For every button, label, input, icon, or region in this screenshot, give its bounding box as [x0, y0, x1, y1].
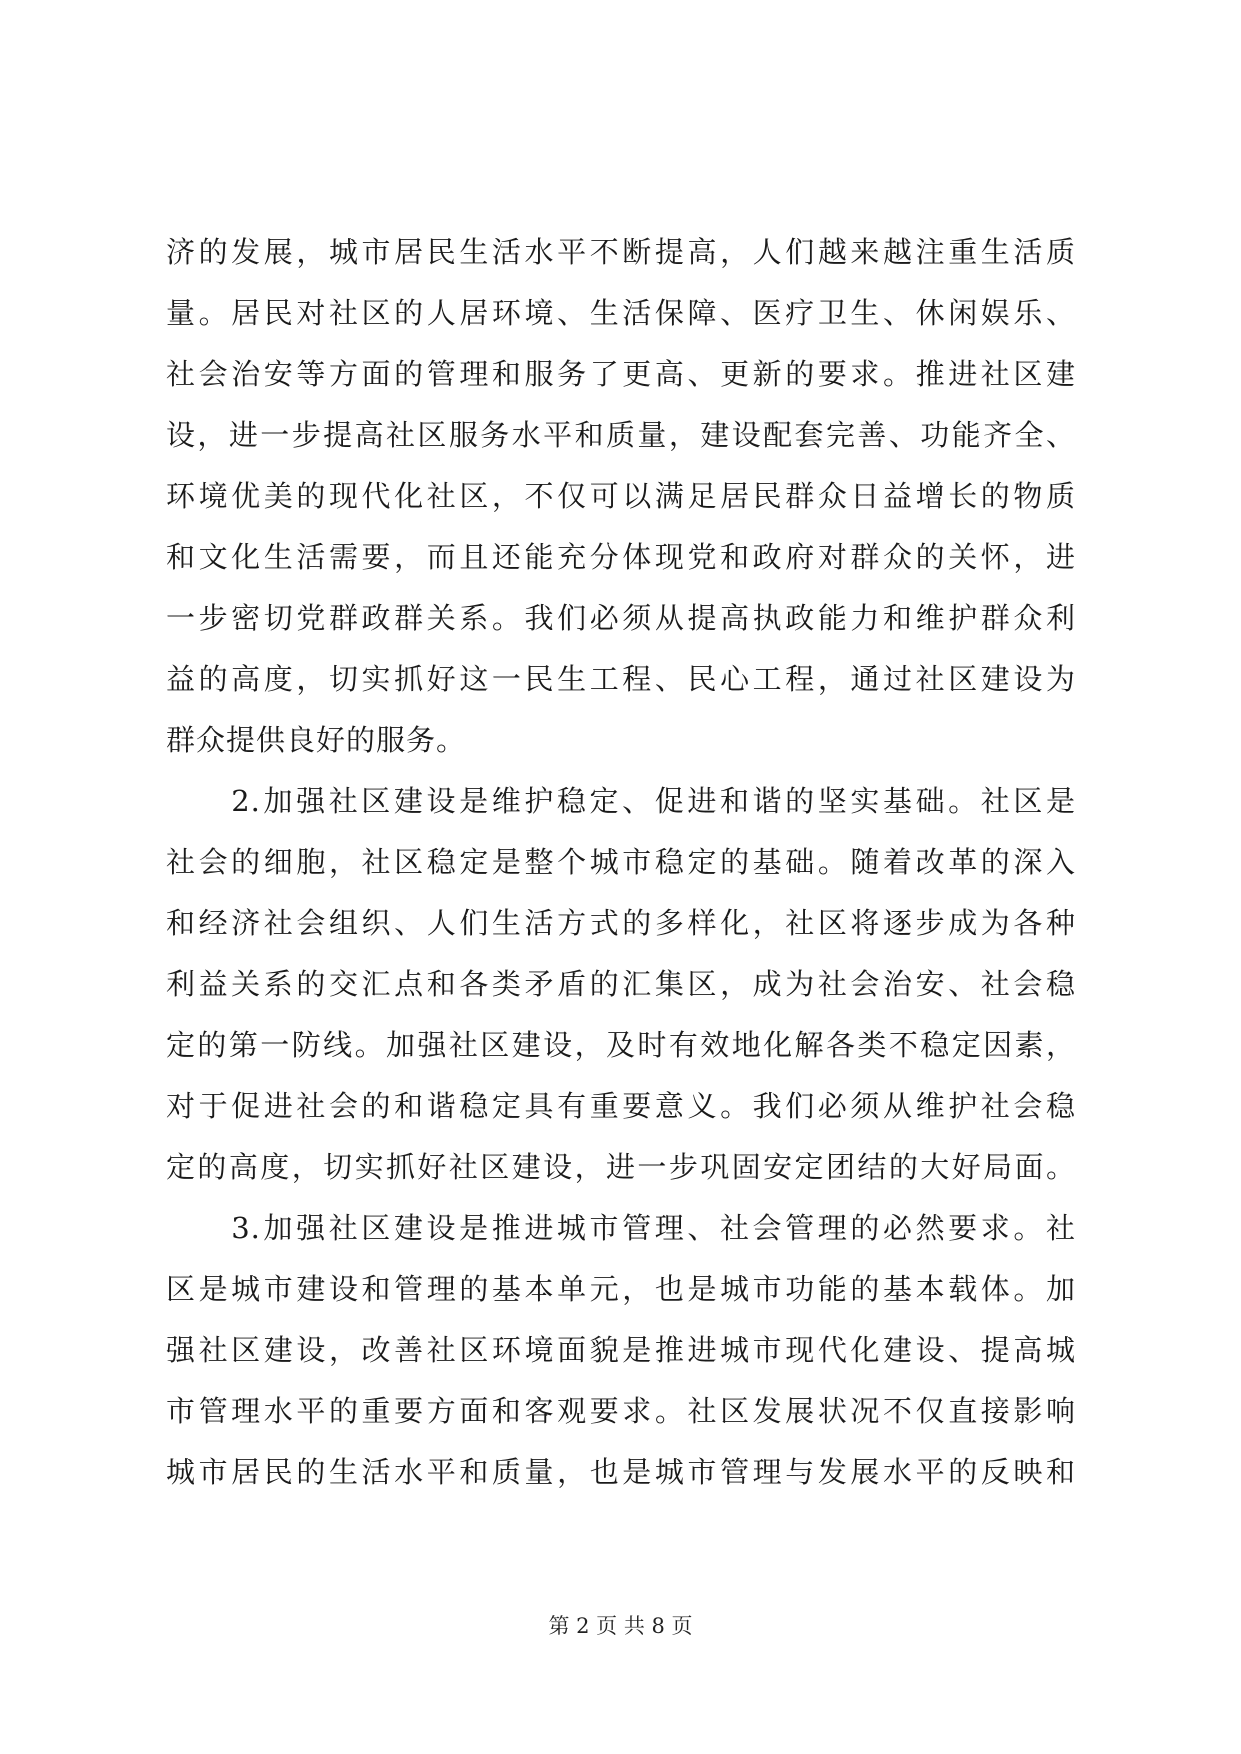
text-line: 设，进一步提高社区服务水平和质量，建设配套完善、功能齐全、 [166, 418, 1076, 452]
text-line: 社会治安等方面的管理和服务了更高、更新的要求。推进社区建 [166, 357, 1076, 391]
text-line: 环境优美的现代化社区，不仅可以满足居民群众日益增长的物质 [166, 479, 1076, 513]
text-line: 社会的细胞，社区稳定是整个城市稳定的基础。随着改革的深入 [166, 845, 1076, 879]
text-line: 济的发展，城市居民生活水平不断提高，人们越来越注重生活质 [166, 235, 1076, 269]
text-line: 量。居民对社区的人居环境、生活保障、医疗卫生、休闲娱乐、 [166, 296, 1076, 330]
text-line: 3.加强社区建设是推进城市管理、社会管理的必然要求。社 [166, 1211, 1076, 1245]
body-text [166, 222, 1076, 1503]
text-line: 益的高度，切实抓好这一民生工程、民心工程，通过社区建设为 [166, 662, 1076, 696]
text-line: 和文化生活需要，而且还能充分体现党和政府对群众的关怀，进 [166, 540, 1076, 574]
text-line: 市管理水平的重要方面和客观要求。社区发展状况不仅直接影响 [166, 1394, 1076, 1428]
text-line: 一步密切党群政群关系。我们必须从提高执政能力和维护群众利 [166, 601, 1076, 635]
text-line: 2.加强社区建设是维护稳定、促进和谐的坚实基础。社区是 [166, 784, 1076, 818]
text-line: 定的高度，切实抓好社区建设，进一步巩固安定团结的大好局面。 [166, 1150, 1076, 1184]
text-line: 城市居民的生活水平和质量，也是城市管理与发展水平的反映和 [166, 1455, 1076, 1489]
text-line: 区是城市建设和管理的基本单元，也是城市功能的基本载体。加 [166, 1272, 1076, 1306]
text-line: 群众提供良好的服务。 [166, 723, 467, 757]
text-line: 强社区建设，改善社区环境面貌是推进城市现代化建设、提高城 [166, 1333, 1076, 1367]
text-line: 定的第一防线。加强社区建设，及时有效地化解各类不稳定因素， [166, 1028, 1076, 1062]
text-line: 利益关系的交汇点和各类矛盾的汇集区，成为社会治安、社会稳 [166, 967, 1076, 1001]
text-line: 和经济社会组织、人们生活方式的多样化，社区将逐步成为各种 [166, 906, 1076, 940]
page-number-footer: 第 2 页 共 8 页 [548, 1614, 693, 1638]
text-line: 对于促进社会的和谐稳定具有重要意义。我们必须从维护社会稳 [166, 1089, 1076, 1123]
